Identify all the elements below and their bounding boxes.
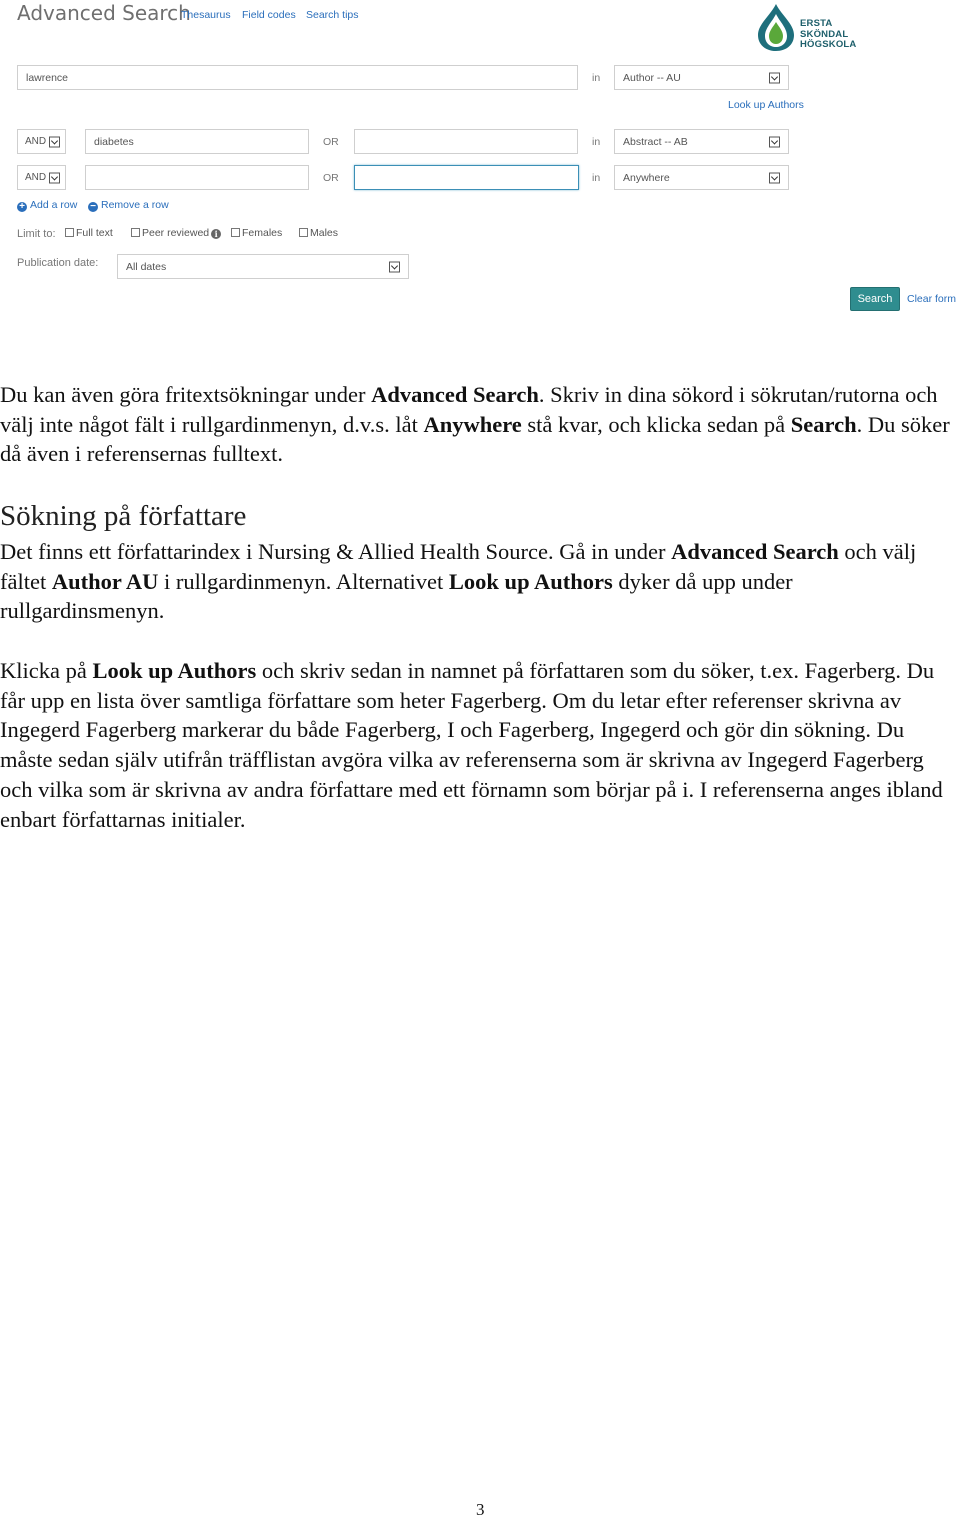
chevron-down-icon (769, 72, 780, 83)
or-label: OR (323, 136, 339, 148)
search-term-input-3[interactable] (85, 165, 309, 190)
remove-row-button[interactable] (88, 199, 169, 212)
paragraph-look-up-authors (0, 656, 960, 834)
bold-term: Advanced Search (371, 382, 539, 407)
text-run: Klicka på (0, 658, 93, 683)
chevron-down-icon (769, 172, 780, 183)
info-icon[interactable]: i (211, 229, 221, 239)
or-label: OR (323, 172, 339, 184)
boolean-operator-select-3[interactable] (17, 165, 66, 190)
field-select-1[interactable] (614, 65, 789, 90)
college-logo-text (800, 19, 857, 51)
field-codes-link[interactable]: Field codes (242, 9, 296, 21)
chevron-down-icon (769, 136, 780, 147)
text-run: och skriv sedan in namnet på författaren som du söker, t.ex. Fagerberg. Du får upp en lista över samtliga författare som heter Fagerberg. Om du letar efter referenser skrivna av Ingegerd Fagerberg markerar du både Fagerberg, I och Fagerberg, Ingegerd och gör din sökning. Du måste sedan själv utifrån träfflistan avgöra vilka av referenserna som är skrivna av Ingegerd Fagerberg och vilka som är skrivna av andra författare med ett förnamn som börjar på i. I referenserna anges ibland enbart författarnas initialer. (0, 658, 943, 832)
add-row-button[interactable] (17, 199, 77, 212)
limit-label: Peer reviewed (142, 227, 210, 239)
bold-term: Look up Authors (92, 658, 257, 683)
limit-label: Full text (76, 227, 113, 239)
thesaurus-link[interactable]: Thesaurus (181, 9, 231, 21)
operator-value: AND (25, 172, 47, 183)
paragraph-free-text-search (0, 380, 960, 469)
females-checkbox[interactable] (231, 227, 282, 239)
text-run: och välj fältet (0, 539, 917, 594)
in-label: in (592, 136, 601, 148)
section-heading: Sökning på författare (0, 500, 247, 532)
text-run: i rullgardinmenyn. Alternativet (158, 568, 449, 594)
in-label: in (592, 172, 601, 184)
add-row-label: Add a row (30, 199, 78, 211)
remove-row-label: Remove a row (101, 199, 169, 211)
publication-date-select[interactable] (117, 254, 409, 279)
logo-line: SKÖNDAL (800, 28, 849, 40)
limit-label: Females (242, 227, 283, 239)
search-tips-link[interactable]: Search tips (306, 9, 359, 21)
peer-reviewed-checkbox[interactable] (131, 227, 221, 239)
college-logo-icon (754, 2, 798, 52)
chevron-down-icon (389, 261, 400, 272)
search-term-value: lawrence (26, 71, 69, 84)
field-select-2[interactable] (614, 129, 789, 154)
plus-circle-icon: + (17, 202, 27, 212)
bold-term: Look up Authors (448, 568, 613, 594)
logo-line: HÖGSKOLA (800, 39, 857, 50)
search-term-value: diabetes (94, 135, 134, 148)
or-term-input-3[interactable] (354, 165, 579, 190)
males-checkbox[interactable] (299, 227, 338, 239)
limit-to-label: Limit to: (17, 228, 56, 240)
text-run: . Du söker då även i referensernas fulltext. (0, 411, 950, 467)
paragraph-author-index (0, 537, 960, 626)
field-select-value: Anywhere (623, 171, 670, 184)
operator-value: AND (25, 136, 47, 147)
or-term-input-2[interactable] (354, 129, 578, 154)
clear-form-link[interactable]: Clear form (907, 293, 957, 305)
checkbox-icon (65, 228, 74, 237)
look-up-authors-link[interactable]: Look up Authors (728, 99, 804, 111)
field-select-value: Abstract -- AB (623, 135, 688, 148)
page-number: 3 (476, 1500, 485, 1519)
chevron-down-icon (49, 172, 60, 183)
checkbox-icon (299, 228, 308, 237)
search-term-input-1[interactable] (17, 65, 578, 90)
bold-term: Search (790, 411, 857, 437)
minus-circle-icon: − (88, 202, 98, 212)
limit-label: Males (310, 227, 339, 239)
publication-date-value: All dates (126, 260, 167, 273)
checkbox-icon (131, 228, 140, 237)
field-select-value: Author -- AU (623, 71, 681, 84)
checkbox-icon (231, 228, 240, 237)
text-run: dyker då upp under rullgardinsmenyn. (0, 568, 793, 624)
bold-term: Author AU (51, 568, 159, 594)
logo-line: ERSTA (800, 18, 833, 29)
text-run: Du kan även göra fritextsökningar under (0, 382, 372, 407)
in-label: in (592, 72, 601, 84)
chevron-down-icon (49, 136, 60, 147)
text-run: Det finns ett författarindex i Nursing & Allied Health Source. Gå in under (0, 539, 672, 564)
page-title: Advanced Search (17, 1, 191, 25)
text-run: . Skriv in dina sökord i sökrutan/rutorna och välj inte något fält i rullgardinmenyn, d.v.s. låt (0, 382, 938, 437)
text-run: stå kvar, och klicka sedan på (521, 411, 791, 437)
bold-term: Advanced Search (671, 539, 839, 564)
search-button[interactable]: Search (850, 287, 900, 311)
field-select-3[interactable] (614, 165, 789, 190)
boolean-operator-select-2[interactable] (17, 129, 66, 154)
bold-term: Anywhere (423, 411, 522, 437)
publication-date-label: Publication date: (17, 257, 99, 269)
search-term-input-2[interactable] (85, 129, 309, 154)
full-text-checkbox[interactable] (65, 227, 113, 239)
